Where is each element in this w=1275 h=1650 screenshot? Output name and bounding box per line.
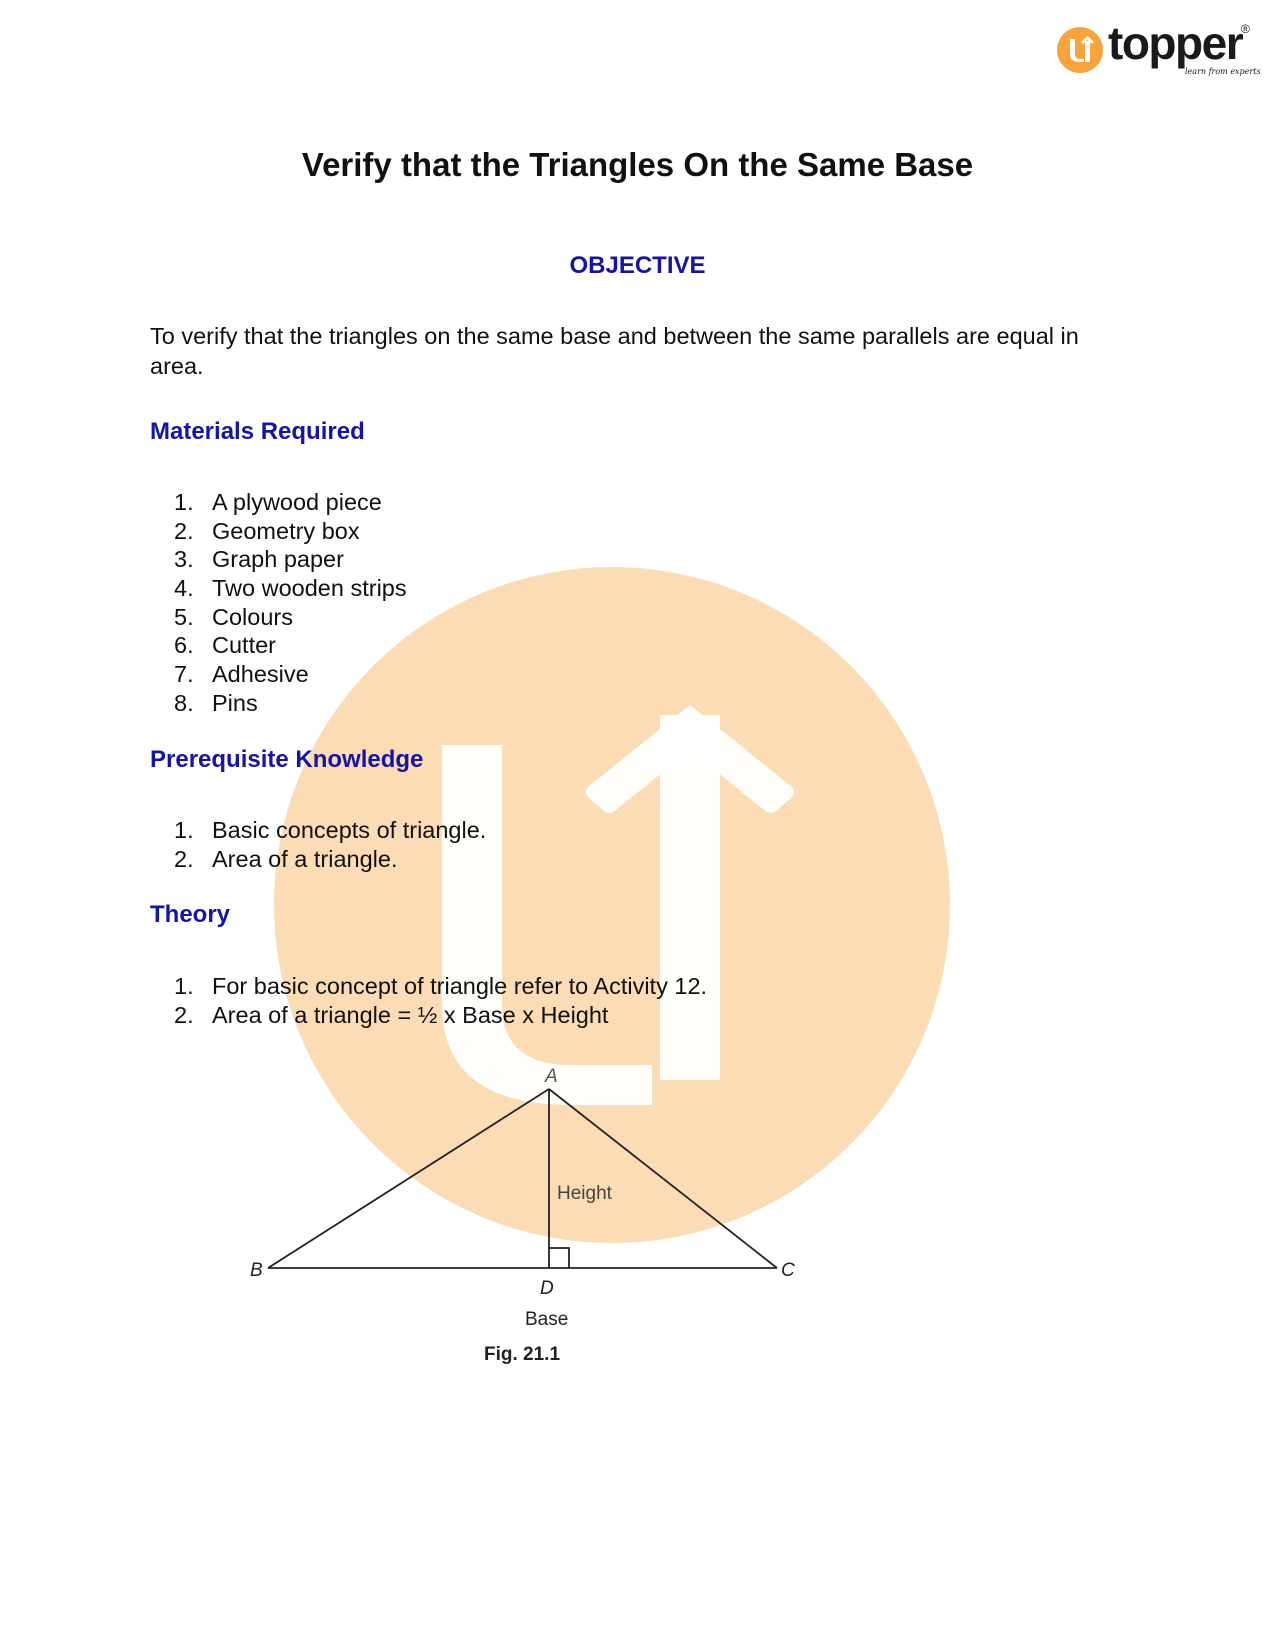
list-number: 2. — [174, 845, 194, 872]
list-number: 1. — [174, 489, 194, 515]
list-item-text: Area of a triangle. — [212, 845, 398, 872]
list-number: 7. — [174, 661, 194, 688]
list-item-text: Two wooden strips — [212, 575, 407, 602]
right-angle-marker — [549, 1248, 569, 1268]
list-item-text: Adhesive — [212, 661, 309, 688]
logo-wordmark: topper — [1108, 17, 1243, 69]
list-number: 6. — [174, 632, 194, 659]
side-ac — [549, 1089, 777, 1268]
height-label: Height — [557, 1183, 612, 1204]
theory-heading: Theory — [150, 901, 231, 928]
topper-logo — [1055, 17, 1261, 80]
logo-badge — [1057, 27, 1103, 73]
materials-heading: Materials Required — [150, 418, 365, 445]
page-title: Verify that the Triangles On the Same Base — [301, 146, 974, 183]
logo-registered-mark: ® — [1241, 22, 1250, 36]
logo-tagline: learn from experts — [1185, 67, 1261, 76]
list-item-text: For basic concept of triangle refer to Activity 12. — [212, 973, 708, 999]
prerequisite-heading: Prerequisite Knowledge — [150, 746, 424, 773]
list-item-text: A plywood piece — [212, 489, 382, 515]
list-number: 5. — [174, 603, 194, 630]
logo-u-icon — [1057, 27, 1103, 73]
list-item-text: Graph paper — [212, 546, 344, 573]
list-number: 4. — [174, 575, 194, 602]
objective-text: To verify that the triangles on the same base and between the same parallels are equal in area. — [150, 323, 1079, 379]
list-number: 1. — [174, 973, 194, 999]
vertex-label-a: A — [545, 1066, 558, 1087]
list-number: 2. — [174, 1001, 194, 1028]
list-item-text: Geometry box — [212, 517, 360, 544]
base-label: Base — [525, 1309, 569, 1330]
objective-heading: OBJECTIVE — [569, 252, 706, 279]
list-item-text: Pins — [212, 689, 258, 716]
list-item-text: Basic concepts of triangle. — [212, 817, 487, 843]
list-item-text: Cutter — [212, 632, 276, 659]
vertex-label-b: B — [250, 1260, 263, 1281]
list-number: 1. — [174, 817, 194, 843]
vertex-label-c: C — [781, 1260, 795, 1281]
point-label-d: D — [540, 1278, 554, 1299]
list-item-text: Area of a triangle = ½ x Base x Height — [212, 1001, 609, 1028]
list-item-text: Colours — [212, 603, 293, 630]
side-ab — [268, 1089, 549, 1268]
list-number: 8. — [174, 689, 194, 716]
list-number: 3. — [174, 546, 194, 573]
list-number: 2. — [174, 517, 194, 544]
figure-caption: Fig. 21.1 — [484, 1344, 561, 1365]
